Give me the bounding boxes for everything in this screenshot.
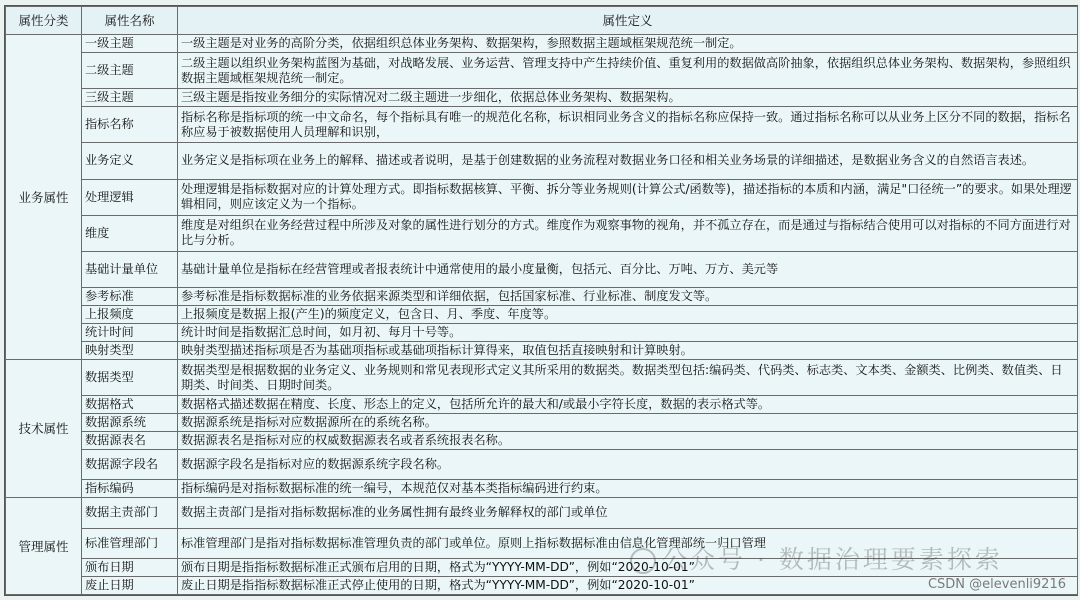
category-management: 管理属性	[6, 498, 82, 595]
attribute-name: 标准管理部门	[82, 528, 178, 558]
attribute-name: 参考标准	[82, 287, 178, 305]
attribute-definition: 数据源系统是指标对应数据源所在的系统名称。	[178, 414, 1078, 432]
attribute-definition: 一级主题是对业务的高阶分类，依据组织总体业务架构、数据架构，参照数据主题域框架规范统一制定。	[178, 35, 1078, 53]
attribute-definition: 处理逻辑是指标数据对应的计算处理方式。即指标数据核算、平衡、拆分等业务规则(计算公式/函数等)，描述指标的本质和内涵，满足"口径统一”的要求。如果处理逻辑相同，则应该定义为一个指标。	[178, 179, 1078, 215]
table-row	[6, 305, 1078, 323]
attribute-definition: 数据源字段名是指标对应的数据源系统字段名称。	[178, 450, 1078, 480]
table-row	[6, 179, 1078, 215]
table-row	[6, 498, 1078, 528]
attribute-definition: 三级主题是指按业务细分的实际情况对二级主题进一步细化，依据总体业务架构、数据架构。	[178, 89, 1078, 107]
attribute-definition: 二级主题以组织业务架构蓝图为基础，对战略发展、业务运营、管理支持中产生持续价值、重复利用的数据做高阶抽象，依据组织总体业务架构、数据架构，参照组织数据主题域框架规范统一制定。	[178, 53, 1078, 89]
table-row	[6, 323, 1078, 341]
header-category: 属性分类	[6, 7, 82, 35]
table-row	[6, 143, 1078, 179]
attribute-definition: 上报频度是数据上报(产生)的频度定义，包含日、月、季度、年度等。	[178, 305, 1078, 323]
table-row	[6, 450, 1078, 480]
attribute-name: 一级主题	[82, 35, 178, 53]
attribute-definition: 业务定义是指标项在业务上的解释、描述或者说明，是基于创建数据的业务流程对数据业务口径和相关业务场景的详细描述，是数据业务含义的自然语言表述。	[178, 143, 1078, 179]
attribute-name: 业务定义	[82, 143, 178, 179]
category-business: 业务属性	[6, 35, 82, 360]
attribute-name: 三级主题	[82, 89, 178, 107]
table-row	[6, 360, 1078, 396]
table-row	[6, 287, 1078, 305]
header-definition: 属性定义	[178, 7, 1078, 35]
attribute-definition: 废止日期是指指标数据标准正式停止使用的日期，格式为“YYYY-MM-DD”，例如“2020-10-01”	[178, 576, 1078, 594]
table-row	[6, 251, 1078, 287]
header-row	[6, 7, 1078, 35]
attribute-definition: 数据格式描述数据在精度、长度、形态上的定义，包括所允许的最大和/或最小字符长度，数据的表示格式等。	[178, 396, 1078, 414]
attribute-name: 二级主题	[82, 53, 178, 89]
attribute-definition-table	[5, 6, 1078, 595]
attribute-definition: 映射类型描述指标项是否为基础项指标或基础项指标计算得来，取值包括直接映射和计算映射。	[178, 341, 1078, 359]
attribute-name: 颁布日期	[82, 558, 178, 576]
table-row	[6, 480, 1078, 498]
table-row	[6, 396, 1078, 414]
attribute-definition: 颁布日期是指指标数据标准正式颁布启用的日期，格式为“YYYY-MM-DD”，例如“2020-10-01”	[178, 558, 1078, 576]
attribute-definition: 数据类型是根据数据的业务定义、业务规则和常见表现形式定义其所采用的数据类。数据类型包括:编码类、代码类、标志类、文本类、金额类、比例类、数值类、日期类、时间类、日期时间类。	[178, 360, 1078, 396]
table-row	[6, 414, 1078, 432]
attribute-name: 维度	[82, 215, 178, 251]
attribute-definition: 数据源表名是指标对应的权威数据源表名或者系统报表名称。	[178, 432, 1078, 450]
watermark-text: 公众号 · 数据治理要素探索	[662, 545, 1003, 574]
header-name: 属性名称	[82, 7, 178, 35]
attribute-name: 上报频度	[82, 305, 178, 323]
category-technical: 技术属性	[6, 360, 82, 498]
attribute-name: 映射类型	[82, 341, 178, 359]
attribute-definition: 统计时间是指数据汇总时间，如月初、每月十号等。	[178, 323, 1078, 341]
table-row	[6, 35, 1078, 53]
attribute-definition: 维度是对组织在业务经营过程中所涉及对象的属性进行划分的方式。维度作为观察事物的视角，并不孤立存在，而是通过与指标结合使用可以对指标的不同方面进行对比与分析。	[178, 215, 1078, 251]
table-row	[6, 89, 1078, 107]
attribute-definition: 参考标准是指标数据标准的业务依据来源类型和详细依据，包括国家标准、行业标准、制度发文等。	[178, 287, 1078, 305]
attribute-name: 指标编码	[82, 480, 178, 498]
table-row	[6, 528, 1078, 558]
source-credit: CSDN @elevenli9216	[927, 577, 1066, 592]
attribute-table-container	[4, 5, 1078, 596]
table-row	[6, 558, 1078, 576]
attribute-name: 数据源系统	[82, 414, 178, 432]
table-row	[6, 215, 1078, 251]
attribute-name: 基础计量单位	[82, 251, 178, 287]
attribute-name: 统计时间	[82, 323, 178, 341]
table-row	[6, 341, 1078, 359]
table-row	[6, 432, 1078, 450]
attribute-definition: 标准管理部门是指对指标数据标准管理负责的部门或单位。原则上指标数据标准由信息化管理部统一归口管理	[178, 528, 1078, 558]
attribute-definition: 基础计量单位是指标在经营管理或者报表统计中通常使用的最小度量衡，包括元、百分比、万吨、万方、美元等	[178, 251, 1078, 287]
attribute-name: 数据源表名	[82, 432, 178, 450]
attribute-name: 废止日期	[82, 576, 178, 594]
table-row	[6, 576, 1078, 594]
attribute-name: 处理逻辑	[82, 179, 178, 215]
attribute-definition: 数据主责部门是指对指标数据标准的业务属性拥有最终业务解释权的部门或单位	[178, 498, 1078, 528]
table-row	[6, 53, 1078, 89]
attribute-name: 数据类型	[82, 360, 178, 396]
attribute-definition: 指标名称是指标项的统一中文命名，每个指标具有唯一的规范化名称，标识相同业务含义的指标名称应保持一致。通过指标名称可以从业务上区分不同的数据，指标名称应易于被数据使用人员理解和识别，	[178, 107, 1078, 143]
attribute-name: 指标名称	[82, 107, 178, 143]
attribute-definition: 指标编码是对指标数据标准的统一编号，本规范仅对基本类指标编码进行约束。	[178, 480, 1078, 498]
attribute-name: 数据主责部门	[82, 498, 178, 528]
attribute-name: 数据格式	[82, 396, 178, 414]
table-row	[6, 107, 1078, 143]
attribute-name: 数据源字段名	[82, 450, 178, 480]
